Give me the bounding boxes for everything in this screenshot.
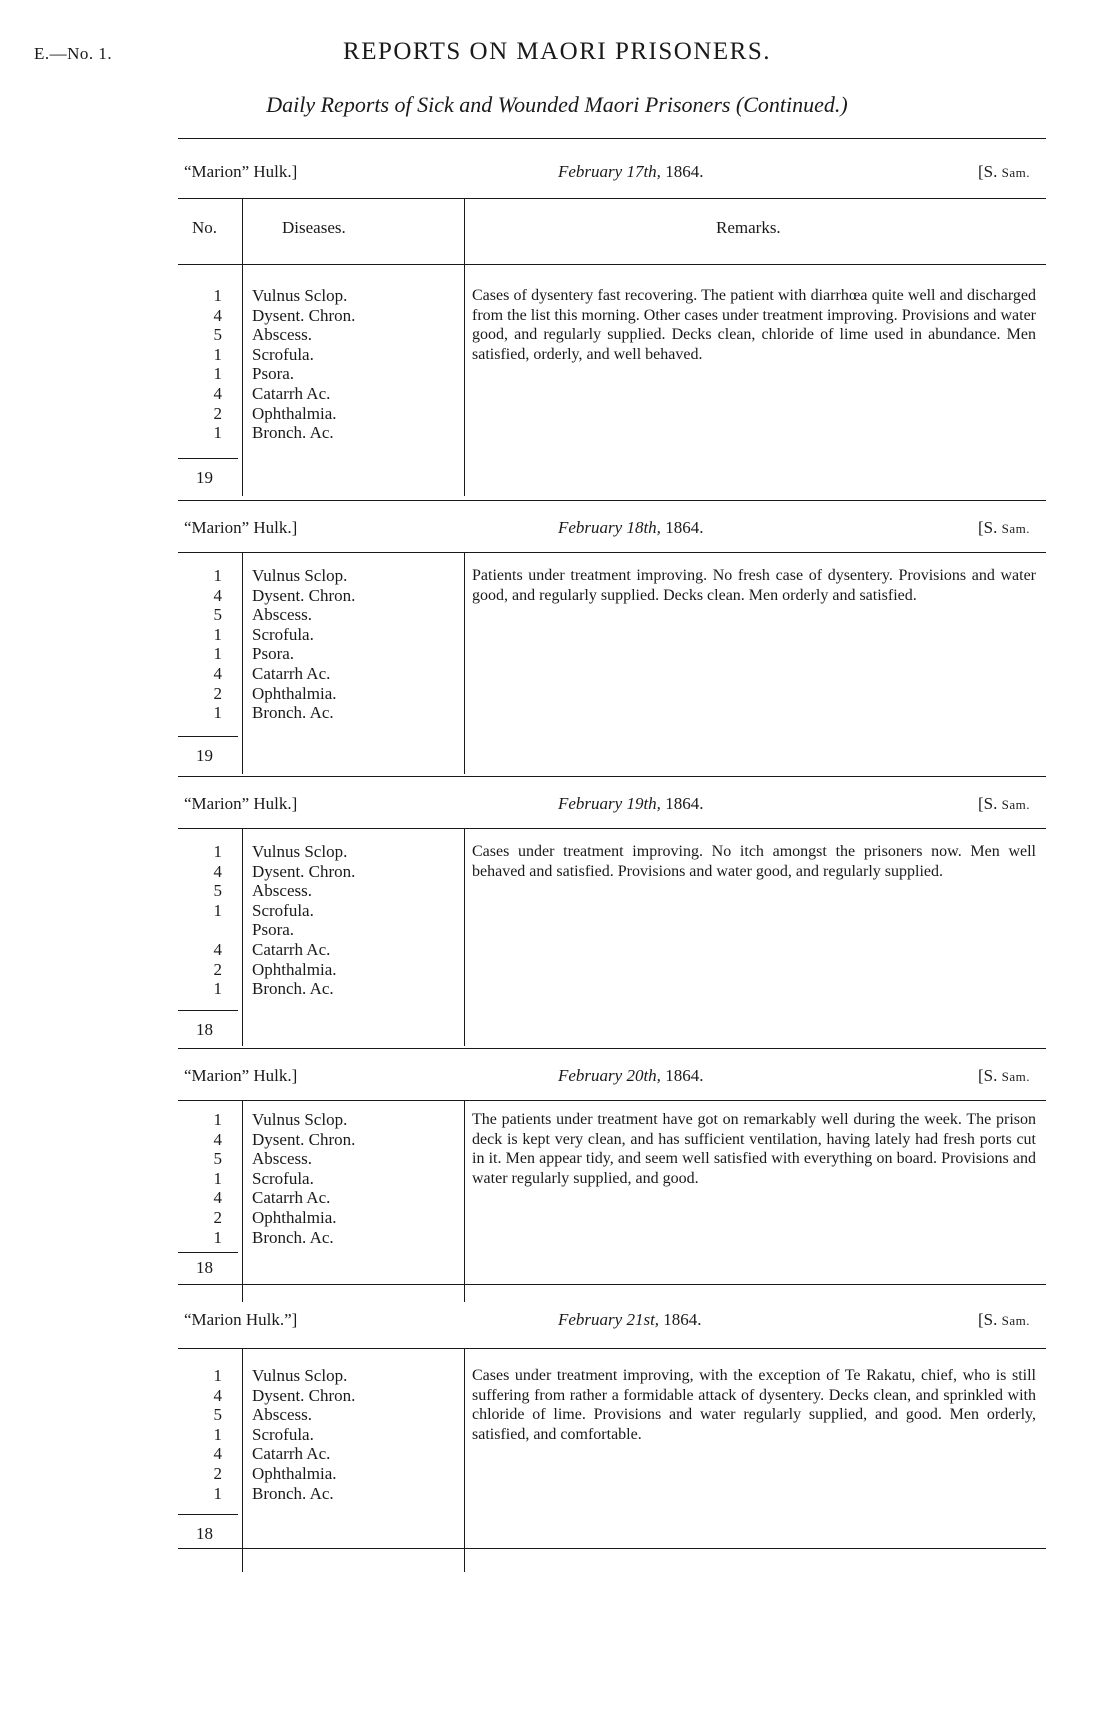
daily-report-feb-17 <box>178 138 1046 498</box>
report-date-day: February 21st, <box>558 1310 660 1329</box>
disease-name: Scrofula. <box>252 624 314 644</box>
disease-name: Vulnus Sclop. <box>252 1110 348 1129</box>
remarks-text: Cases under treatment improving, with the exception of Te Rakatu, chief, who is still suffering from rather a formidable attack of dysentery. Decks clean, and sprinkled with chloride of lime. Provisions and water regularly supplied, and good. Men orderly, satisfied, and comfortable. <box>472 1367 1036 1443</box>
column-divider-remarks <box>464 828 465 1046</box>
case-count: 4 <box>213 1444 222 1464</box>
case-count: 2 <box>213 1463 222 1483</box>
column-divider-no <box>242 1348 243 1572</box>
case-count: 1 <box>213 644 222 664</box>
case-counts <box>178 1110 222 1247</box>
signature-bracket: [S. <box>978 518 998 537</box>
disease-name: Abscess. <box>252 325 312 345</box>
disease-name: Bronch. Ac. <box>252 1227 334 1247</box>
header-rule <box>178 828 1046 829</box>
disease-name: Ophthalmia. <box>252 683 337 703</box>
case-count: 4 <box>213 305 222 325</box>
disease-name: Catarrh Ac. <box>252 663 331 683</box>
disease-list <box>252 1366 452 1503</box>
case-count: 4 <box>213 1129 222 1149</box>
header-rule <box>178 552 1046 553</box>
report-date-year: 1864. <box>665 1066 704 1085</box>
report-date <box>558 1066 703 1086</box>
case-count: 1 <box>213 566 222 585</box>
disease-name: Scrofula. <box>252 1168 314 1188</box>
case-count: 1 <box>213 1110 222 1129</box>
top-rule <box>178 138 1046 139</box>
disease-name: Catarrh Ac. <box>252 1188 331 1208</box>
column-divider-no <box>242 828 243 1046</box>
disease-name: Ophthalmia. <box>252 1207 337 1227</box>
hulk-name: “Marion” Hulk.] <box>184 518 298 537</box>
case-count: 2 <box>213 403 222 423</box>
signature-bracket: [S. <box>978 162 998 181</box>
column-divider-remarks <box>464 198 465 496</box>
disease-name: Scrofula. <box>252 1424 314 1444</box>
total-rule <box>178 736 238 737</box>
case-count: 1 <box>213 1227 222 1247</box>
daily-report-feb-21 <box>178 1284 1046 1574</box>
disease-name: Dysent. Chron. <box>252 1129 356 1149</box>
report-date-day: February 19th, <box>558 794 661 813</box>
case-count: 1 <box>213 842 222 861</box>
case-count: 1 <box>213 344 222 364</box>
daily-report-feb-18 <box>178 500 1046 776</box>
disease-name: Abscess. <box>252 605 312 625</box>
column-head-remarks: Remarks. <box>716 218 781 237</box>
case-counts <box>178 566 222 723</box>
column-divider-remarks <box>464 1348 465 1572</box>
disease-name: Psora. <box>252 644 295 664</box>
remarks-text: The patients under treatment have got on remarkably well during the week. The prison deck is kept very clean, and has sufficient ventilation, having lately had fresh ports cut in it. Men appear tidy, and seem well satisfied with everything on board. Provisions and water regularly supplied, and good. <box>472 1111 1036 1187</box>
case-count: 2 <box>213 959 222 979</box>
total-rule <box>178 1252 238 1253</box>
disease-name: Bronch. Ac. <box>252 979 334 999</box>
column-divider-remarks <box>464 1100 465 1302</box>
case-count: 4 <box>213 1385 222 1405</box>
report-signature <box>978 1066 1030 1086</box>
report-date-year: 1864. <box>665 162 704 181</box>
case-count: 4 <box>213 663 222 683</box>
disease-name: Ophthalmia. <box>252 403 337 423</box>
total-rule <box>178 458 238 459</box>
column-divider-remarks <box>464 552 465 774</box>
signature-bracket: [S. <box>978 1310 998 1329</box>
disease-name: Vulnus Sclop. <box>252 842 348 861</box>
case-count: 1 <box>213 1424 222 1444</box>
report-date-year: 1864. <box>665 518 704 537</box>
case-counts <box>178 842 222 999</box>
report-date-day: February 17th, <box>558 162 661 181</box>
report-date-day: February 20th, <box>558 1066 661 1085</box>
disease-name: Dysent. Chron. <box>252 585 356 605</box>
signature-name: Sam. <box>1001 1313 1030 1328</box>
top-rule <box>178 500 1046 501</box>
disease-name: Vulnus Sclop. <box>252 286 348 305</box>
disease-name: Catarrh Ac. <box>252 1444 331 1464</box>
total-count: 18 <box>196 1020 213 1039</box>
column-head-diseases: Diseases. <box>282 218 346 237</box>
disease-list <box>252 1110 452 1247</box>
case-count: 2 <box>213 1207 222 1227</box>
report-signature <box>978 518 1030 538</box>
total-count: 19 <box>196 746 213 765</box>
disease-name: Catarrh Ac. <box>252 383 331 403</box>
disease-name: Abscess. <box>252 881 312 901</box>
column-divider-no <box>242 552 243 774</box>
remarks-text: Patients under treatment improving. No fresh case of dysentery. Provisions and water good, and regularly supplied. Decks clean. Men orderly and satisfied. <box>472 567 1036 604</box>
signature-bracket: [S. <box>978 794 998 813</box>
report-date-day: February 18th, <box>558 518 661 537</box>
disease-name: Dysent. Chron. <box>252 861 356 881</box>
report-date-year: 1864. <box>663 1310 702 1329</box>
case-count: 2 <box>213 683 222 703</box>
disease-list <box>252 566 452 723</box>
case-count: 1 <box>213 423 222 443</box>
bottom-rule <box>178 1548 1046 1549</box>
column-divider-no <box>242 198 243 496</box>
header-rule <box>178 198 1046 199</box>
case-count: 1 <box>213 1483 222 1503</box>
case-count: 4 <box>213 383 222 403</box>
case-count: 1 <box>213 286 222 305</box>
disease-name: Ophthalmia. <box>252 1463 337 1483</box>
disease-name: Scrofula. <box>252 344 314 364</box>
case-count: 5 <box>213 325 222 345</box>
case-count: 5 <box>213 881 222 901</box>
hulk-name: “Marion” Hulk.] <box>184 162 298 181</box>
case-count: 4 <box>213 939 222 959</box>
hulk-name: “Marion” Hulk.] <box>184 1066 298 1085</box>
total-rule <box>178 1010 238 1011</box>
disease-name: Abscess. <box>252 1149 312 1169</box>
disease-name: Dysent. Chron. <box>252 305 356 325</box>
disease-list <box>252 842 452 999</box>
case-counts <box>178 286 222 443</box>
document-reference: E.—No. 1. <box>34 44 113 63</box>
disease-list <box>252 286 452 443</box>
page-subtitle: Daily Reports of Sick and Wounded Maori Prisoners (Continued.) <box>266 92 848 117</box>
top-rule <box>178 1048 1046 1049</box>
header-rule <box>178 1100 1046 1101</box>
disease-name: Bronch. Ac. <box>252 1483 334 1503</box>
disease-name: Bronch. Ac. <box>252 703 334 723</box>
disease-name: Bronch. Ac. <box>252 423 334 443</box>
column-divider-no <box>242 1100 243 1302</box>
daily-report-feb-19 <box>178 776 1046 1048</box>
report-date <box>558 162 703 182</box>
case-count: 1 <box>213 624 222 644</box>
disease-name: Dysent. Chron. <box>252 1385 356 1405</box>
case-count: 5 <box>213 605 222 625</box>
signature-name: Sam. <box>1001 521 1030 536</box>
case-count: 4 <box>213 1188 222 1208</box>
top-rule <box>178 776 1046 777</box>
total-rule <box>178 1514 238 1515</box>
case-count: 1 <box>213 364 222 384</box>
disease-name: Abscess. <box>252 1405 312 1425</box>
report-date <box>558 794 703 814</box>
case-count: 1 <box>213 1168 222 1188</box>
total-count: 18 <box>196 1524 213 1543</box>
case-count: 1 <box>213 979 222 999</box>
signature-name: Sam. <box>1001 165 1030 180</box>
total-count: 19 <box>196 468 213 487</box>
report-date-year: 1864. <box>665 794 704 813</box>
page-title: REPORTS ON MAORI PRISONERS. <box>343 38 771 65</box>
disease-name: Vulnus Sclop. <box>252 1366 348 1385</box>
case-count: 4 <box>213 861 222 881</box>
case-count <box>178 920 222 940</box>
disease-name: Psora. <box>252 364 295 384</box>
total-count: 18 <box>196 1258 213 1277</box>
signature-name: Sam. <box>1001 797 1030 812</box>
report-date <box>558 518 703 538</box>
disease-name: Psora. <box>252 920 295 940</box>
hulk-name: “Marion” Hulk.] <box>184 794 298 813</box>
case-count: 1 <box>213 900 222 920</box>
report-date <box>558 1310 702 1330</box>
column-head-rule <box>178 264 1046 265</box>
report-signature <box>978 1310 1030 1330</box>
hulk-name: “Marion Hulk.”] <box>184 1310 298 1329</box>
disease-name: Catarrh Ac. <box>252 939 331 959</box>
report-signature <box>978 794 1030 814</box>
report-signature <box>978 162 1030 182</box>
case-count: 4 <box>213 585 222 605</box>
case-count: 5 <box>213 1405 222 1425</box>
case-count: 1 <box>213 703 222 723</box>
disease-name: Vulnus Sclop. <box>252 566 348 585</box>
case-counts <box>178 1366 222 1503</box>
daily-report-feb-20 <box>178 1048 1046 1304</box>
remarks-text: Cases of dysentery fast recovering. The patient with diarrhœa quite well and discharged from the list this morning. Other cases under treatment improving. Provisions and water good, and regularly supplied. Decks clean, chloride of lime used in abundance. Men satisfied, orderly, and well behaved. <box>472 287 1036 363</box>
disease-name: Scrofula. <box>252 900 314 920</box>
signature-bracket: [S. <box>978 1066 998 1085</box>
case-count: 5 <box>213 1149 222 1169</box>
column-head-no: No. <box>192 218 218 237</box>
signature-name: Sam. <box>1001 1069 1030 1084</box>
header-rule <box>178 1348 1046 1349</box>
disease-name: Ophthalmia. <box>252 959 337 979</box>
case-count: 1 <box>213 1366 222 1385</box>
remarks-text: Cases under treatment improving. No itch amongst the prisoners now. Men well behaved and satisfied. Provisions and water good, and regularly supplied. <box>472 843 1036 880</box>
